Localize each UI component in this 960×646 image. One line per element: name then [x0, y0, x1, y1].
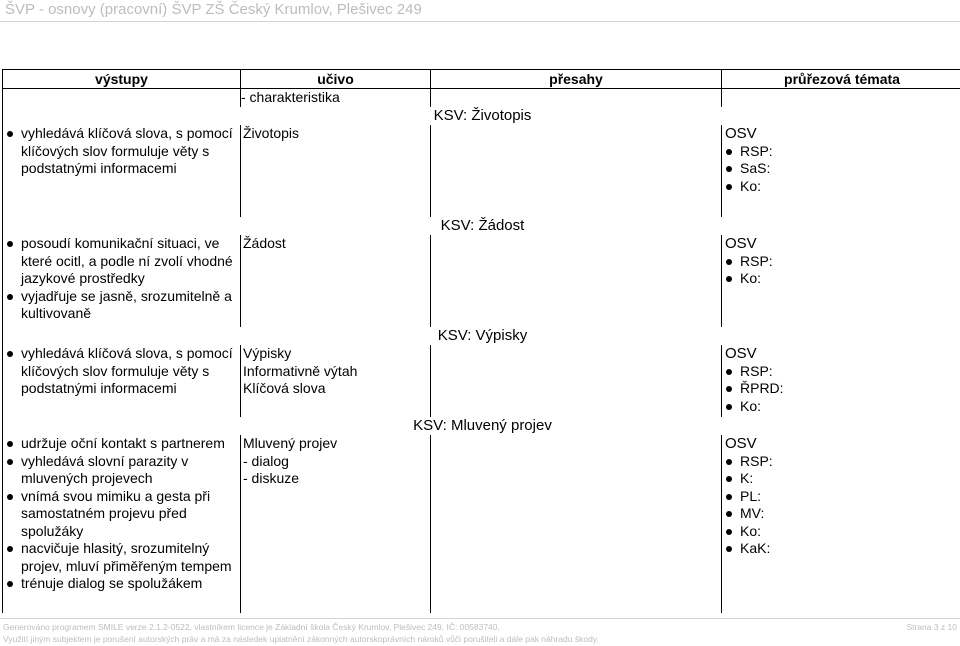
vystup-item: vyhledává klíčová slova, s pomocí klíčových slov formuluje věty s podstatnými informacemi [3, 125, 240, 178]
table-header-row [3, 70, 960, 89]
ucivo-item: Mluvený projev [243, 435, 338, 451]
prurez-head: OSV [725, 435, 757, 452]
column-header-ucivo: učivo [241, 70, 431, 89]
column-header-vystupy: výstupy [3, 70, 241, 89]
prurez-item: PL: [722, 488, 960, 506]
vystup-item: vnímá svou mimiku a gesta při samostatném projevu před spolužáky [3, 488, 240, 541]
table-row [3, 235, 960, 327]
prurez-item: K: [722, 470, 960, 488]
page-title: ŠVP - osnovy (pracovní) ŠVP ZŠ Český Krumlov, Plešivec 249 [5, 1, 422, 18]
vystup-item: vyjadřuje se jasně, srozumitelně a kultivovaně [3, 288, 240, 323]
prurez-item: RSP: [722, 253, 960, 271]
prurez-head: OSV [725, 345, 757, 362]
vystup-item: vyhledává klíčová slova, s pomocí klíčových slov formuluje věty s podstatnými informacemi [3, 345, 240, 398]
table-row [3, 345, 960, 417]
footer-generated-line [3, 622, 960, 632]
footer-divider [0, 618, 960, 619]
section-title: KSV: Výpisky [3, 327, 960, 345]
column-header-prurezova-temata: průřezová témata [722, 70, 960, 89]
prurez-item: RSP: [722, 453, 960, 471]
prurez-item: KaK: [722, 540, 960, 558]
footer-generated: Generováno programem SMILE verze 2.1.2-0522, vlastníkem licence je Základní škola Český Krumlov, Plešivec 249, IČ: 00583740. [3, 622, 500, 632]
section-title-row [3, 107, 960, 125]
section-title-row [3, 217, 960, 235]
vystup-item: vyhledává slovní parazity v mluvených projevech [3, 453, 240, 488]
prurez-item: MV: [722, 505, 960, 523]
section-title-row [3, 327, 960, 345]
prurez-head: OSV [725, 125, 757, 142]
osnovy-table [2, 69, 960, 613]
vystup-item: trénuje dialog se spolužákem [3, 575, 240, 593]
ucivo-item: Informativně výtah [243, 362, 358, 379]
vystup-item: posoudí komunikační situaci, ve které ocitl, a podle ní zvolí vhodné jazykové prostředky [3, 235, 240, 288]
vystup-item: udržuje oční kontakt s partnerem [3, 435, 240, 453]
prurez-item: RSP: [722, 143, 960, 161]
prurez-head: OSV [725, 235, 757, 252]
prurez-item: Ko: [722, 523, 960, 541]
section-title: KSV: Žádost [3, 217, 960, 235]
table-row [3, 435, 960, 613]
ucivo-item: - diskuze [243, 470, 300, 486]
ucivo-item: Žádost [243, 235, 286, 251]
footer-notice-line [3, 634, 960, 644]
page-number: Strana 3 z 10 [906, 622, 957, 632]
prurez-item: SaS: [722, 160, 960, 178]
prurez-item: Ko: [722, 270, 960, 288]
section-title: KSV: Životopis [3, 107, 960, 125]
ucivo-cell: - charakteristika [241, 89, 431, 108]
section-title: KSV: Mluvený projev [3, 417, 960, 435]
ucivo-item: Životopis [243, 125, 300, 141]
footer-notice: Využití jiným subjektem je porušení autorských práv a má za následek uplatnění zákonných autorskoprávních nároků vůči porušiteli a dále pak náhradu škody. [3, 634, 599, 644]
prurez-item: ŘPRD: [722, 380, 960, 398]
prurez-item: RSP: [722, 363, 960, 381]
table-row [3, 125, 960, 217]
ucivo-item: - dialog [243, 452, 289, 469]
section-title-row [3, 417, 960, 435]
page-header [0, 0, 960, 22]
prurez-item: Ko: [722, 398, 960, 416]
table-row [3, 89, 960, 108]
header-divider [0, 21, 960, 22]
prurez-item: Ko: [722, 178, 960, 196]
ucivo-item: Klíčová slova [243, 380, 326, 396]
vystup-item: nacvičuje hlasitý, srozumitelný projev, mluví přiměřeným tempem [3, 540, 240, 575]
column-header-presahy: přesahy [431, 70, 722, 89]
ucivo-item: Výpisky [243, 345, 292, 361]
